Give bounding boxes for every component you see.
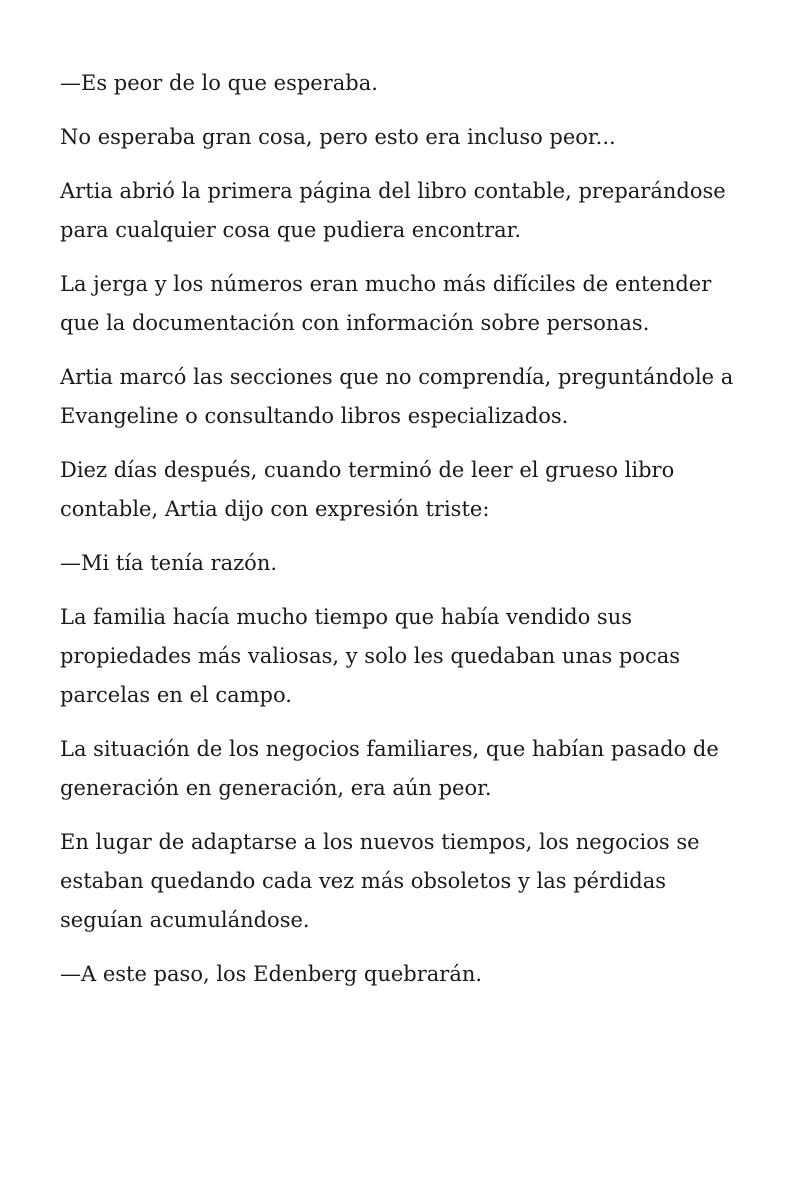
paragraph: La situación de los negocios familiares, que habían pasado de generación en generación, era aún peor. [60, 737, 719, 800]
paragraph: Artia marcó las secciones que no comprendía, preguntándole a Evangeline o consultando libros especializados. [60, 365, 734, 428]
paragraph: —Es peor de lo que esperaba. [60, 71, 378, 95]
paragraph: —Mi tía tenía razón. [60, 551, 278, 575]
paragraph: La jerga y los números eran mucho más difíciles de entender que la documentación con información sobre personas. [60, 272, 712, 335]
paragraph: En lugar de adaptarse a los nuevos tiempos, los negocios se estaban quedando cada vez más obsoletos y las pérdidas seguían acumulándose. [60, 830, 700, 932]
document-page [60, 64, 750, 1009]
paragraph: La familia hacía mucho tiempo que había vendido sus propiedades más valiosas, y solo les quedaban unas pocas parcelas en el campo. [60, 605, 681, 707]
paragraph: No esperaba gran cosa, pero esto era incluso peor... [60, 125, 616, 149]
paragraph: Diez días después, cuando terminó de leer el grueso libro contable, Artia dijo con expresión triste: [60, 458, 675, 521]
paragraph: —A este paso, los Edenberg quebrarán. [60, 962, 483, 986]
paragraph: Artia abrió la primera página del libro contable, preparándose para cualquier cosa que pudiera encontrar. [60, 179, 726, 242]
